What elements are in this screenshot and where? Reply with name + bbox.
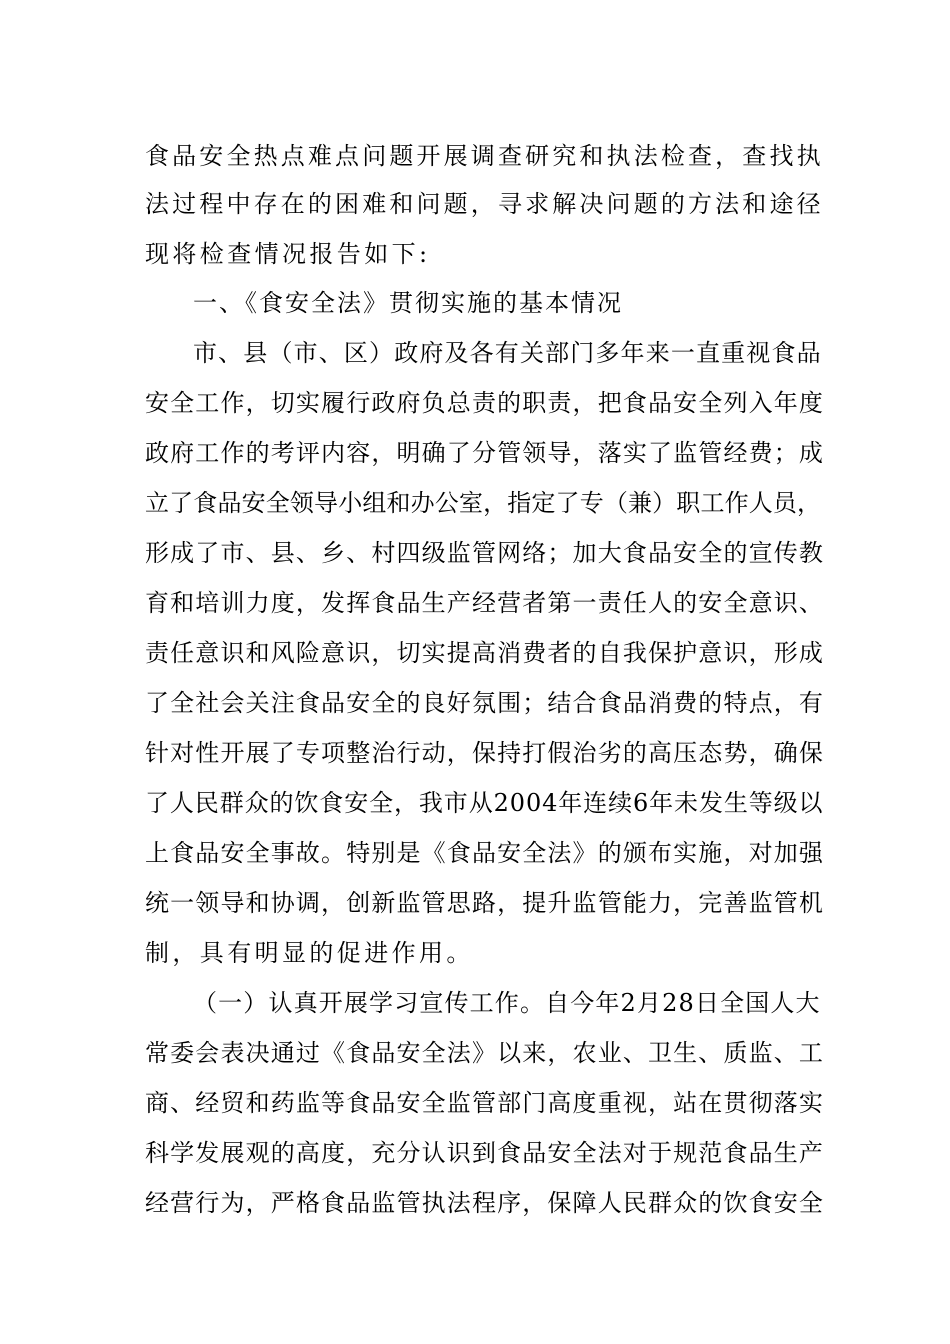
section-heading: 一、《食安全法》贯彻实施的基本情况 bbox=[193, 289, 623, 317]
paragraph-line: 上食品安全事故。特别是《食品安全法》的颁布实施，对加强 bbox=[145, 839, 825, 867]
paragraph-line: 常委会表决通过《食品安全法》以来，农业、卫生、质监、工 bbox=[145, 1039, 825, 1067]
paragraph-line: 统一领导和协调，创新监管思路，提升监管能力，完善监管机 bbox=[145, 889, 825, 917]
paragraph-line: 责任意识和风险意识，切实提高消费者的自我保护意识，形成 bbox=[145, 639, 825, 667]
paragraph-line: 形成了市、县、乡、村四级监管网络；加大食品安全的宣传教 bbox=[145, 539, 825, 567]
paragraph-line: 现将检查情况报告如下: bbox=[145, 240, 431, 268]
paragraph-line: （一）认真开展学习宣传工作。自今年2月28日全国人大 bbox=[193, 989, 821, 1017]
paragraph-line: 育和培训力度，发挥食品生产经营者第一责任人的安全意识、 bbox=[145, 589, 825, 617]
paragraph-line: 了人民群众的饮食安全，我市从2004年连续6年未发生等级以 bbox=[145, 789, 824, 817]
paragraph-line: 了全社会关注食品安全的良好氛围；结合食品消费的特点，有 bbox=[145, 689, 825, 717]
paragraph-line: 立了食品安全领导小组和办公室，指定了专（兼）职工作人员， bbox=[145, 489, 822, 517]
paragraph-line: 食品安全热点难点问题开展调查研究和执法检查，查找执 bbox=[145, 142, 824, 170]
paragraph-line: 科学发展观的高度，充分认识到食品安全法对于规范食品生产 bbox=[145, 1139, 825, 1167]
paragraph-line: 制，具有明显的促进作用。 bbox=[145, 939, 474, 967]
paragraph-line: 商、经贸和药监等食品安全监管部门高度重视，站在贯彻落实 bbox=[145, 1089, 825, 1117]
paragraph-line: 安全工作，切实履行政府负总责的职责，把食品安全列入年度 bbox=[145, 389, 825, 417]
paragraph-line: 法过程中存在的困难和问题，寻求解决问题的方法和途径 bbox=[145, 190, 824, 218]
paragraph-line: 政府工作的考评内容，明确了分管领导，落实了监管经费；成 bbox=[145, 439, 825, 467]
paragraph-line: 经营行为，严格食品监管执法程序，保障人民群众的饮食安全 bbox=[145, 1189, 825, 1217]
paragraph-line: 市、县（市、区）政府及各有关部门多年来一直重视食品 bbox=[193, 339, 822, 367]
paragraph-line: 针对性开展了专项整治行动，保持打假治劣的高压态势，确保 bbox=[145, 739, 825, 767]
